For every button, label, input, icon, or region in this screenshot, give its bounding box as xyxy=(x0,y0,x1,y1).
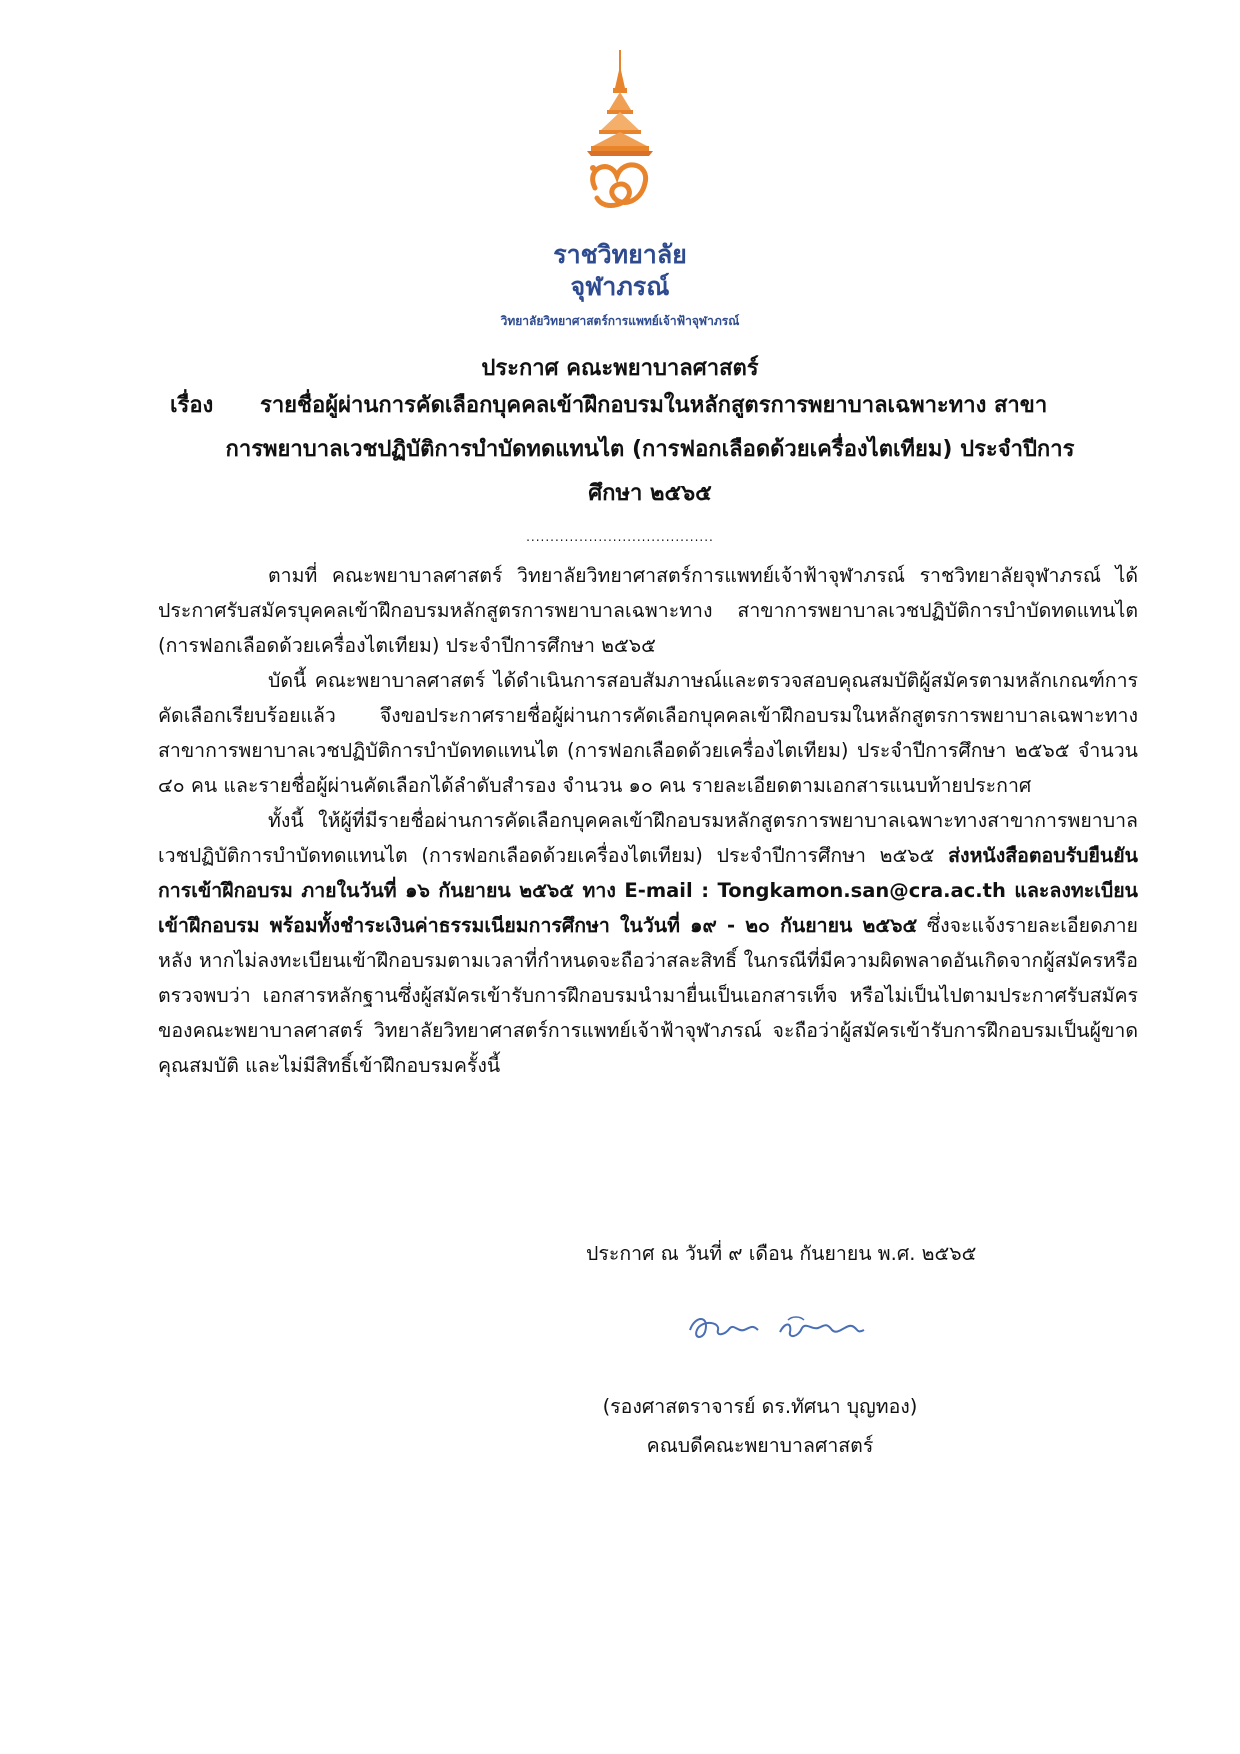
royal-college-emblem-icon xyxy=(0,48,1240,226)
subject-line1: รายชื่อผู้ผ่านการคัดเลือกบุคคลเข้าฝึกอบรมในหลักสูตรการพยาบาลเฉพาะทาง สาขา xyxy=(260,393,1048,418)
paragraph-2 xyxy=(158,663,1138,803)
signer-title: คณบดีคณะพยาบาลศาสตร์ xyxy=(646,1434,874,1457)
paragraph-3 xyxy=(158,803,1138,1083)
paragraph-1-text: ตามที่ คณะพยาบาลศาสตร์ วิทยาลัยวิทยาศาสตร์การแพทย์เจ้าฟ้าจุฬาภรณ์ ราชวิทยาลัยจุฬาภรณ์ ได้ประกาศรับสมัครบุคคลเข้าฝึกอบรมหลักสูตรการพยาบาลเฉพาะทาง สาขาการพยาบาลเวชปฏิบัติการบำบัดทดแทนไต (การฟอกเลือดด้วยเครื่องไตเทียม) ประจำปีการศึกษา ๒๕๖๕ xyxy=(158,564,1138,657)
paragraph-1 xyxy=(158,558,1138,663)
paragraph-3-text-c: ซึ่งจะแจ้งรายละเอียดภายหลัง หากไม่ลงทะเบียนเข้าฝึกอบรมตามเวลาที่กำหนดจะถือว่าสละสิทธิ์ ในกรณีที่มีความผิดพลาดอันเกิดจากผู้สมัครหรือตรวจพบว่า เอกสารหลักฐานซึ่งผู้สมัครเข้ารับการฝึกอบรมนำมายื่นเป็นเอกสารเท็จ หรือไม่เป็นไปตามประกาศรับสมัครของคณะพยาบาลศาสตร์ วิทยาลัยวิทยาศาสตร์การแพทย์เจ้าฟ้าจุฬาภรณ์ จะถือว่าผู้สมัครเข้ารับการฝึกอบรมเป็นผู้ขาดคุณสมบัติ และไม่มีสิทธิ์เข้าฝึกอบรมครั้งนี้ xyxy=(158,914,1138,1077)
handwritten-signature-icon xyxy=(680,1300,880,1354)
separator: ....................................... xyxy=(526,530,714,544)
subject-label: เรื่อง xyxy=(170,393,214,418)
subject-line2: การพยาบาลเวชปฏิบัติการบำบัดทดแทนไต (การฟอกเลือดด้วยเครื่องไตเทียม) ประจำปีการ xyxy=(225,437,1075,462)
college-name-line1: ราชวิทยาลัย xyxy=(553,240,687,269)
college-subtitle: วิทยาลัยวิทยาศาสตร์การแพทย์เจ้าฟ้าจุฬาภรณ์ xyxy=(500,314,740,328)
subject-block xyxy=(170,384,1130,516)
announcement-title: ประกาศ คณะพยาบาลศาสตร์ xyxy=(481,356,759,381)
college-name-line2: จุฬาภรณ์ xyxy=(570,272,670,301)
paragraph-3-bold-instructions: ส่งหนังสือตอบรับยืนยันการเข้าฝึกอบรม ภายในวันที่ ๑๖ กันยายน ๒๕๖๕ ทาง E-mail : Tongkamon.san@cra.ac.th และลงทะเบียนเข้าฝึกอบรม พร้อมทั้งชำระเงินค่าธรรมเนียมการศึกษา ในวันที่ ๑๙ - ๒๐ กันยายน ๒๕๖๕ xyxy=(158,844,1139,937)
paragraph-2-text: บัดนี้ คณะพยาบาลศาสตร์ ได้ดำเนินการสอบสัมภาษณ์และตรวจสอบคุณสมบัติผู้สมัครตามหลักเกณฑ์การคัดเลือกเรียบร้อยแล้ว จึงขอประกาศรายชื่อผู้ผ่านการคัดเลือกบุคคลเข้าฝึกอบรมในหลักสูตรการพยาบาลเฉพาะทาง สาขาการพยาบาลเวชปฏิบัติการบำบัดทดแทนไต (การฟอกเลือดด้วยเครื่องไตเทียม) ประจำปีการศึกษา ๒๕๖๕ จำนวน ๔๐ คน และรายชื่อผู้ผ่านคัดเลือกได้ลำดับสำรอง จำนวน ๑๐ คน รายละเอียดตามเอกสารแนบท้ายประกาศ xyxy=(158,669,1138,797)
signer-name: (รองศาสตราจารย์ ดร.ทัศนา บุญทอง) xyxy=(602,1395,918,1418)
paragraph-3-text-a: ทั้งนี้ ให้ผู้ที่มีรายชื่อผ่านการคัดเลือกบุคคลเข้าฝึกอบรมหลักสูตรการพยาบาลเฉพาะทางสาขาการพยาบาลเวชปฏิบัติการบำบัดทดแทนไต (การฟอกเลือดด้วยเครื่องไตเทียม) ประจำปีการศึกษา ๒๕๖๕ xyxy=(158,809,1138,867)
announcement-body xyxy=(158,558,1138,1083)
subject-line3: ศึกษา ๒๕๖๕ xyxy=(588,481,712,506)
announcement-date: ประกาศ ณ วันที่ ๙ เดือน กันยายน พ.ศ. ๒๕๖๕ xyxy=(586,1242,977,1265)
